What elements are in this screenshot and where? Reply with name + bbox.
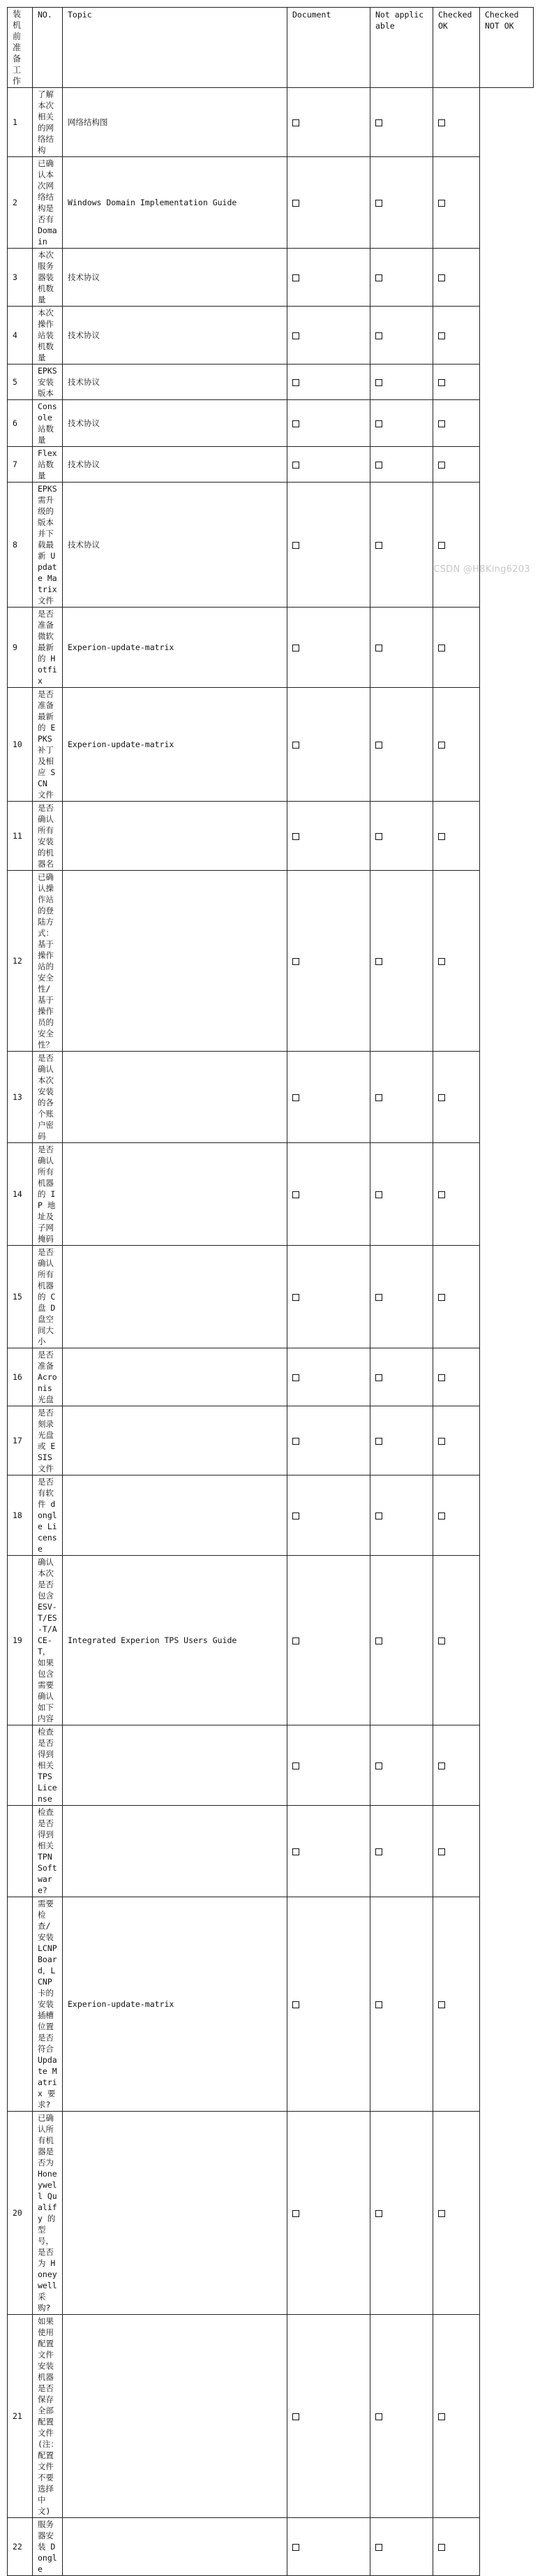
- not-applicable-checkbox[interactable]: [292, 1438, 299, 1445]
- checked-not-ok-checkbox[interactable]: [438, 2413, 445, 2420]
- row-checked-not-ok-cell: [433, 307, 480, 365]
- table-row: [8, 1406, 534, 1475]
- row-not-applicable-cell: [287, 1806, 370, 1897]
- row-not-applicable-cell: [287, 1143, 370, 1246]
- row-document: [63, 1052, 287, 1143]
- row-document: 技术协议: [63, 447, 287, 483]
- row-document: [63, 1143, 287, 1246]
- section-label-cell: [8, 8, 33, 88]
- row-topic: EPKS 安装版本: [33, 365, 63, 400]
- row-document: [63, 2315, 287, 2518]
- row-checked-ok-cell: [370, 1348, 433, 1406]
- row-not-applicable-cell: [287, 483, 370, 608]
- table-row: [8, 1475, 534, 1556]
- row-number: 12: [8, 871, 33, 1052]
- checked-ok-checkbox[interactable]: [375, 420, 382, 427]
- not-applicable-checkbox[interactable]: [292, 1374, 299, 1381]
- checked-ok-checkbox[interactable]: [375, 1762, 382, 1769]
- row-not-applicable-cell: [287, 307, 370, 365]
- row-not-applicable-cell: [287, 802, 370, 871]
- row-checked-ok-cell: [370, 447, 433, 483]
- not-applicable-checkbox[interactable]: [292, 420, 299, 427]
- checked-not-ok-checkbox[interactable]: [438, 379, 445, 386]
- row-number: 16: [8, 1348, 33, 1406]
- row-checked-ok-cell: [370, 1406, 433, 1475]
- row-number: 19: [8, 1556, 33, 1725]
- row-number: 18: [8, 1475, 33, 1556]
- checked-ok-checkbox[interactable]: [375, 1094, 382, 1101]
- row-topic: 如果使用配置文件安装机器是否保存全部配置文件(注：配置文件不要选择中文): [33, 2315, 63, 2518]
- checked-not-ok-checkbox[interactable]: [438, 274, 445, 281]
- not-applicable-checkbox[interactable]: [292, 1294, 299, 1301]
- not-applicable-checkbox[interactable]: [292, 2544, 299, 2551]
- row-checked-not-ok-cell: [433, 2112, 480, 2315]
- row-checked-ok-cell: [370, 1556, 433, 1725]
- table-row: [8, 871, 534, 1052]
- row-number: 10: [8, 688, 33, 802]
- not-applicable-checkbox[interactable]: [292, 1762, 299, 1769]
- row-topic: EPKS 需升级的版本并下载最新 Update Matrix 文件: [33, 483, 63, 608]
- checked-not-ok-checkbox[interactable]: [438, 119, 445, 126]
- checked-ok-checkbox[interactable]: [375, 2413, 382, 2420]
- row-topic: 已确认所有机器是否为 Honeywell Qualify 的型号，是否为 Honeywell 采购?: [33, 2112, 63, 2315]
- row-number: 6: [8, 400, 33, 447]
- row-topic: 是否准备 Acronis 光盘: [33, 1348, 63, 1406]
- header-document: Document: [287, 8, 370, 88]
- checked-ok-checkbox[interactable]: [375, 958, 382, 965]
- table-row: [8, 249, 534, 307]
- row-topic: 是否确认本次安装的各个账户密码: [33, 1052, 63, 1143]
- row-topic: 确认本次是否包含 ESV-T/ES-T/ACE-T，如果包含需要确认如下内容: [33, 1556, 63, 1725]
- row-topic: 是否准备微软最新的 Hotfix: [33, 608, 63, 688]
- row-not-applicable-cell: [287, 249, 370, 307]
- not-applicable-checkbox[interactable]: [292, 200, 299, 207]
- row-topic: 已确认本次网络结构是否有 Domain: [33, 157, 63, 249]
- row-checked-not-ok-cell: [433, 802, 480, 871]
- row-checked-ok-cell: [370, 2315, 433, 2518]
- row-checked-ok-cell: [370, 88, 433, 157]
- row-topic: 是否确认所有机器的 C 盘 D 盘空间大小: [33, 1246, 63, 1348]
- row-not-applicable-cell: [287, 1556, 370, 1725]
- checked-ok-checkbox[interactable]: [375, 332, 382, 339]
- row-document: 技术协议: [63, 249, 287, 307]
- row-checked-ok-cell: [370, 1806, 433, 1897]
- row-checked-ok-cell: [370, 608, 433, 688]
- checked-not-ok-checkbox[interactable]: [438, 462, 445, 469]
- row-document: [63, 2518, 287, 2576]
- row-topic: 是否有软件 dongle License: [33, 1475, 63, 1556]
- table-row: [8, 1725, 534, 1806]
- header-topic: Topic: [63, 8, 287, 88]
- row-checked-ok-cell: [370, 2112, 433, 2315]
- row-not-applicable-cell: [287, 608, 370, 688]
- checked-ok-checkbox[interactable]: [375, 1513, 382, 1519]
- not-applicable-checkbox[interactable]: [292, 742, 299, 749]
- table-row: [8, 1246, 534, 1348]
- row-document: [63, 2112, 287, 2315]
- not-applicable-checkbox[interactable]: [292, 1637, 299, 1644]
- checked-not-ok-checkbox[interactable]: [438, 958, 445, 965]
- row-topic: 是否准备最新的 EPKS 补丁及相应 SCN 文件: [33, 688, 63, 802]
- table-row: [8, 1348, 534, 1406]
- not-applicable-checkbox[interactable]: [292, 1513, 299, 1519]
- row-checked-ok-cell: [370, 307, 433, 365]
- checked-not-ok-checkbox[interactable]: [438, 2001, 445, 2008]
- checked-ok-checkbox[interactable]: [375, 2001, 382, 2008]
- table-row: [8, 365, 534, 400]
- checked-not-ok-checkbox[interactable]: [438, 1438, 445, 1445]
- row-number: 8: [8, 483, 33, 608]
- row-document: [63, 1475, 287, 1556]
- row-checked-not-ok-cell: [433, 1246, 480, 1348]
- row-document: Experion-update-matrix: [63, 608, 287, 688]
- checked-not-ok-checkbox[interactable]: [438, 833, 445, 840]
- row-topic: 服务器安装 Dongle: [33, 2518, 63, 2576]
- row-number: [8, 1897, 33, 2112]
- not-applicable-checkbox[interactable]: [292, 2001, 299, 2008]
- not-applicable-checkbox[interactable]: [292, 119, 299, 126]
- row-document: Experion-update-matrix: [63, 688, 287, 802]
- row-topic: Console 站数量: [33, 400, 63, 447]
- row-checked-ok-cell: [370, 400, 433, 447]
- not-applicable-checkbox[interactable]: [292, 462, 299, 469]
- table-row: [8, 1806, 534, 1897]
- row-not-applicable-cell: [287, 88, 370, 157]
- checklist-page: [7, 7, 533, 2576]
- checked-ok-checkbox[interactable]: [375, 462, 382, 469]
- row-document: Integrated Experion TPS Users Guide: [63, 1556, 287, 1725]
- row-document: [63, 802, 287, 871]
- row-document: Experion-update-matrix: [63, 1897, 287, 2112]
- row-checked-ok-cell: [370, 365, 433, 400]
- checked-not-ok-checkbox[interactable]: [438, 1294, 445, 1301]
- checked-not-ok-checkbox[interactable]: [438, 1094, 445, 1101]
- table-row: [8, 400, 534, 447]
- row-checked-not-ok-cell: [433, 1897, 480, 2112]
- table-row: [8, 483, 534, 608]
- row-number: 9: [8, 608, 33, 688]
- row-checked-not-ok-cell: [433, 608, 480, 688]
- checked-ok-checkbox[interactable]: [375, 833, 382, 840]
- row-number: 21: [8, 2315, 33, 2518]
- row-checked-ok-cell: [370, 871, 433, 1052]
- row-checked-not-ok-cell: [433, 447, 480, 483]
- row-number: 5: [8, 365, 33, 400]
- row-not-applicable-cell: [287, 871, 370, 1052]
- row-checked-not-ok-cell: [433, 2518, 480, 2576]
- checked-not-ok-checkbox[interactable]: [438, 2210, 445, 2217]
- row-checked-not-ok-cell: [433, 1725, 480, 1806]
- checked-not-ok-checkbox[interactable]: [438, 742, 445, 749]
- checked-ok-checkbox[interactable]: [375, 742, 382, 749]
- checked-ok-checkbox[interactable]: [375, 200, 382, 207]
- checked-not-ok-checkbox[interactable]: [438, 1637, 445, 1644]
- row-not-applicable-cell: [287, 2518, 370, 2576]
- table-row: [8, 2112, 534, 2315]
- checked-ok-checkbox[interactable]: [375, 1637, 382, 1644]
- row-checked-ok-cell: [370, 1725, 433, 1806]
- row-checked-ok-cell: [370, 2518, 433, 2576]
- row-topic: 检查是否得到相关 TPS License: [33, 1725, 63, 1806]
- row-not-applicable-cell: [287, 1475, 370, 1556]
- row-checked-not-ok-cell: [433, 400, 480, 447]
- row-number: 11: [8, 802, 33, 871]
- row-topic: 已确认操作站的登陆方式：基于操作站的安全性/基于操作员的安全性？: [33, 871, 63, 1052]
- pre-installation-checklist-table: [7, 7, 534, 2576]
- row-checked-not-ok-cell: [433, 483, 480, 608]
- table-row: [8, 1556, 534, 1725]
- row-checked-ok-cell: [370, 688, 433, 802]
- header-row: [8, 8, 534, 88]
- row-checked-not-ok-cell: [433, 1348, 480, 1406]
- checked-not-ok-checkbox[interactable]: [438, 420, 445, 427]
- row-number: 22: [8, 2518, 33, 2576]
- table-row: [8, 1897, 534, 2112]
- row-topic: 需要检查/安装 LCNP Board，LCNP 卡的安装插槽位置是否符合 Update Matrix 要求?: [33, 1897, 63, 2112]
- checked-ok-checkbox[interactable]: [375, 2210, 382, 2217]
- row-number: 13: [8, 1052, 33, 1143]
- row-number: 3: [8, 249, 33, 307]
- row-checked-not-ok-cell: [433, 1556, 480, 1725]
- row-checked-not-ok-cell: [433, 88, 480, 157]
- row-checked-ok-cell: [370, 1475, 433, 1556]
- row-document: [63, 1406, 287, 1475]
- row-document: 技术协议: [63, 483, 287, 608]
- row-number: 2: [8, 157, 33, 249]
- row-checked-ok-cell: [370, 802, 433, 871]
- checked-not-ok-checkbox[interactable]: [438, 1762, 445, 1769]
- row-checked-not-ok-cell: [433, 157, 480, 249]
- checked-ok-checkbox[interactable]: [375, 1374, 382, 1381]
- table-row: [8, 688, 534, 802]
- row-number: [8, 1725, 33, 1806]
- table-row: [8, 2315, 534, 2518]
- row-checked-not-ok-cell: [433, 365, 480, 400]
- row-not-applicable-cell: [287, 1406, 370, 1475]
- row-not-applicable-cell: [287, 157, 370, 249]
- row-not-applicable-cell: [287, 688, 370, 802]
- section-label: 装机前准备工作: [13, 9, 22, 86]
- row-checked-not-ok-cell: [433, 1806, 480, 1897]
- row-checked-ok-cell: [370, 483, 433, 608]
- not-applicable-checkbox[interactable]: [292, 2413, 299, 2420]
- row-checked-not-ok-cell: [433, 2315, 480, 2518]
- row-document: [63, 1725, 287, 1806]
- row-checked-ok-cell: [370, 1052, 433, 1143]
- checked-ok-checkbox[interactable]: [375, 379, 382, 386]
- row-not-applicable-cell: [287, 1897, 370, 2112]
- not-applicable-checkbox[interactable]: [292, 1848, 299, 1855]
- not-applicable-checkbox[interactable]: [292, 274, 299, 281]
- row-not-applicable-cell: [287, 1348, 370, 1406]
- checked-ok-checkbox[interactable]: [375, 274, 382, 281]
- not-applicable-checkbox[interactable]: [292, 332, 299, 339]
- checked-ok-checkbox[interactable]: [375, 1191, 382, 1198]
- not-applicable-checkbox[interactable]: [292, 958, 299, 965]
- row-not-applicable-cell: [287, 1246, 370, 1348]
- checked-not-ok-checkbox[interactable]: [438, 542, 445, 549]
- row-document: 网络结构图: [63, 88, 287, 157]
- table-row: [8, 447, 534, 483]
- not-applicable-checkbox[interactable]: [292, 1094, 299, 1101]
- checked-not-ok-checkbox[interactable]: [438, 2544, 445, 2551]
- table-row: [8, 802, 534, 871]
- row-document: Windows Domain Implementation Guide: [63, 157, 287, 249]
- table-row: [8, 1143, 534, 1246]
- row-checked-not-ok-cell: [433, 1052, 480, 1143]
- row-topic: Flex 站数量: [33, 447, 63, 483]
- row-not-applicable-cell: [287, 1725, 370, 1806]
- row-checked-not-ok-cell: [433, 688, 480, 802]
- row-not-applicable-cell: [287, 400, 370, 447]
- checked-ok-checkbox[interactable]: [375, 119, 382, 126]
- row-number: 14: [8, 1143, 33, 1246]
- header-no: NO.: [33, 8, 63, 88]
- row-document: [63, 1246, 287, 1348]
- row-document: [63, 871, 287, 1052]
- checked-not-ok-checkbox[interactable]: [438, 1848, 445, 1855]
- row-number: 1: [8, 88, 33, 157]
- checked-not-ok-checkbox[interactable]: [438, 1513, 445, 1519]
- row-not-applicable-cell: [287, 2112, 370, 2315]
- row-checked-not-ok-cell: [433, 1143, 480, 1246]
- row-not-applicable-cell: [287, 365, 370, 400]
- row-number: 20: [8, 2112, 33, 2315]
- checked-not-ok-checkbox[interactable]: [438, 1191, 445, 1198]
- row-number: 4: [8, 307, 33, 365]
- checked-ok-checkbox[interactable]: [375, 1294, 382, 1301]
- checked-not-ok-checkbox[interactable]: [438, 645, 445, 652]
- checked-not-ok-checkbox[interactable]: [438, 1374, 445, 1381]
- not-applicable-checkbox[interactable]: [292, 2210, 299, 2217]
- not-applicable-checkbox[interactable]: [292, 379, 299, 386]
- row-topic: 了解本次相关的网络结构: [33, 88, 63, 157]
- table-row: [8, 608, 534, 688]
- checked-ok-checkbox[interactable]: [375, 2544, 382, 2551]
- not-applicable-checkbox[interactable]: [292, 1191, 299, 1198]
- row-number: 15: [8, 1246, 33, 1348]
- row-not-applicable-cell: [287, 447, 370, 483]
- row-number: [8, 1806, 33, 1897]
- row-checked-ok-cell: [370, 157, 433, 249]
- row-document: [63, 1348, 287, 1406]
- table-row: [8, 307, 534, 365]
- row-topic: 是否确认所有机器的 IP 地址及子网掩码: [33, 1143, 63, 1246]
- not-applicable-checkbox[interactable]: [292, 542, 299, 549]
- checked-not-ok-checkbox[interactable]: [438, 332, 445, 339]
- row-document: 技术协议: [63, 307, 287, 365]
- row-checked-not-ok-cell: [433, 871, 480, 1052]
- table-row: [8, 88, 534, 157]
- checked-ok-checkbox[interactable]: [375, 1438, 382, 1445]
- row-checked-ok-cell: [370, 1897, 433, 2112]
- row-not-applicable-cell: [287, 1052, 370, 1143]
- row-document: [63, 1806, 287, 1897]
- row-topic: 本次服务器装机数量: [33, 249, 63, 307]
- row-document: 技术协议: [63, 365, 287, 400]
- header-not-applicable: Not applicable: [370, 8, 433, 88]
- table-row: [8, 157, 534, 249]
- not-applicable-checkbox[interactable]: [292, 645, 299, 652]
- row-topic: 是否确认所有安装的机器名: [33, 802, 63, 871]
- checklist-body: [8, 88, 534, 2576]
- table-row: [8, 2518, 534, 2576]
- header-checked-ok: Checked OK: [433, 8, 480, 88]
- row-checked-not-ok-cell: [433, 1475, 480, 1556]
- checked-ok-checkbox[interactable]: [375, 1848, 382, 1855]
- row-number: 7: [8, 447, 33, 483]
- row-document: 技术协议: [63, 400, 287, 447]
- row-topic: 本次操作站装机数量: [33, 307, 63, 365]
- row-checked-ok-cell: [370, 249, 433, 307]
- row-checked-ok-cell: [370, 1246, 433, 1348]
- row-topic: 是否刻录光盘或 ESIS 文件: [33, 1406, 63, 1475]
- row-checked-ok-cell: [370, 1143, 433, 1246]
- row-not-applicable-cell: [287, 2315, 370, 2518]
- table-row: [8, 1052, 534, 1143]
- checked-ok-checkbox[interactable]: [375, 542, 382, 549]
- row-topic: 检查是否得到相关 TPN Software?: [33, 1806, 63, 1897]
- row-checked-not-ok-cell: [433, 1406, 480, 1475]
- header-checked-not-ok: Checked NOT OK: [480, 8, 534, 88]
- checked-ok-checkbox[interactable]: [375, 645, 382, 652]
- row-checked-not-ok-cell: [433, 249, 480, 307]
- checked-not-ok-checkbox[interactable]: [438, 200, 445, 207]
- watermark: CSDN @H8King6203: [433, 564, 530, 575]
- not-applicable-checkbox[interactable]: [292, 833, 299, 840]
- row-number: 17: [8, 1406, 33, 1475]
